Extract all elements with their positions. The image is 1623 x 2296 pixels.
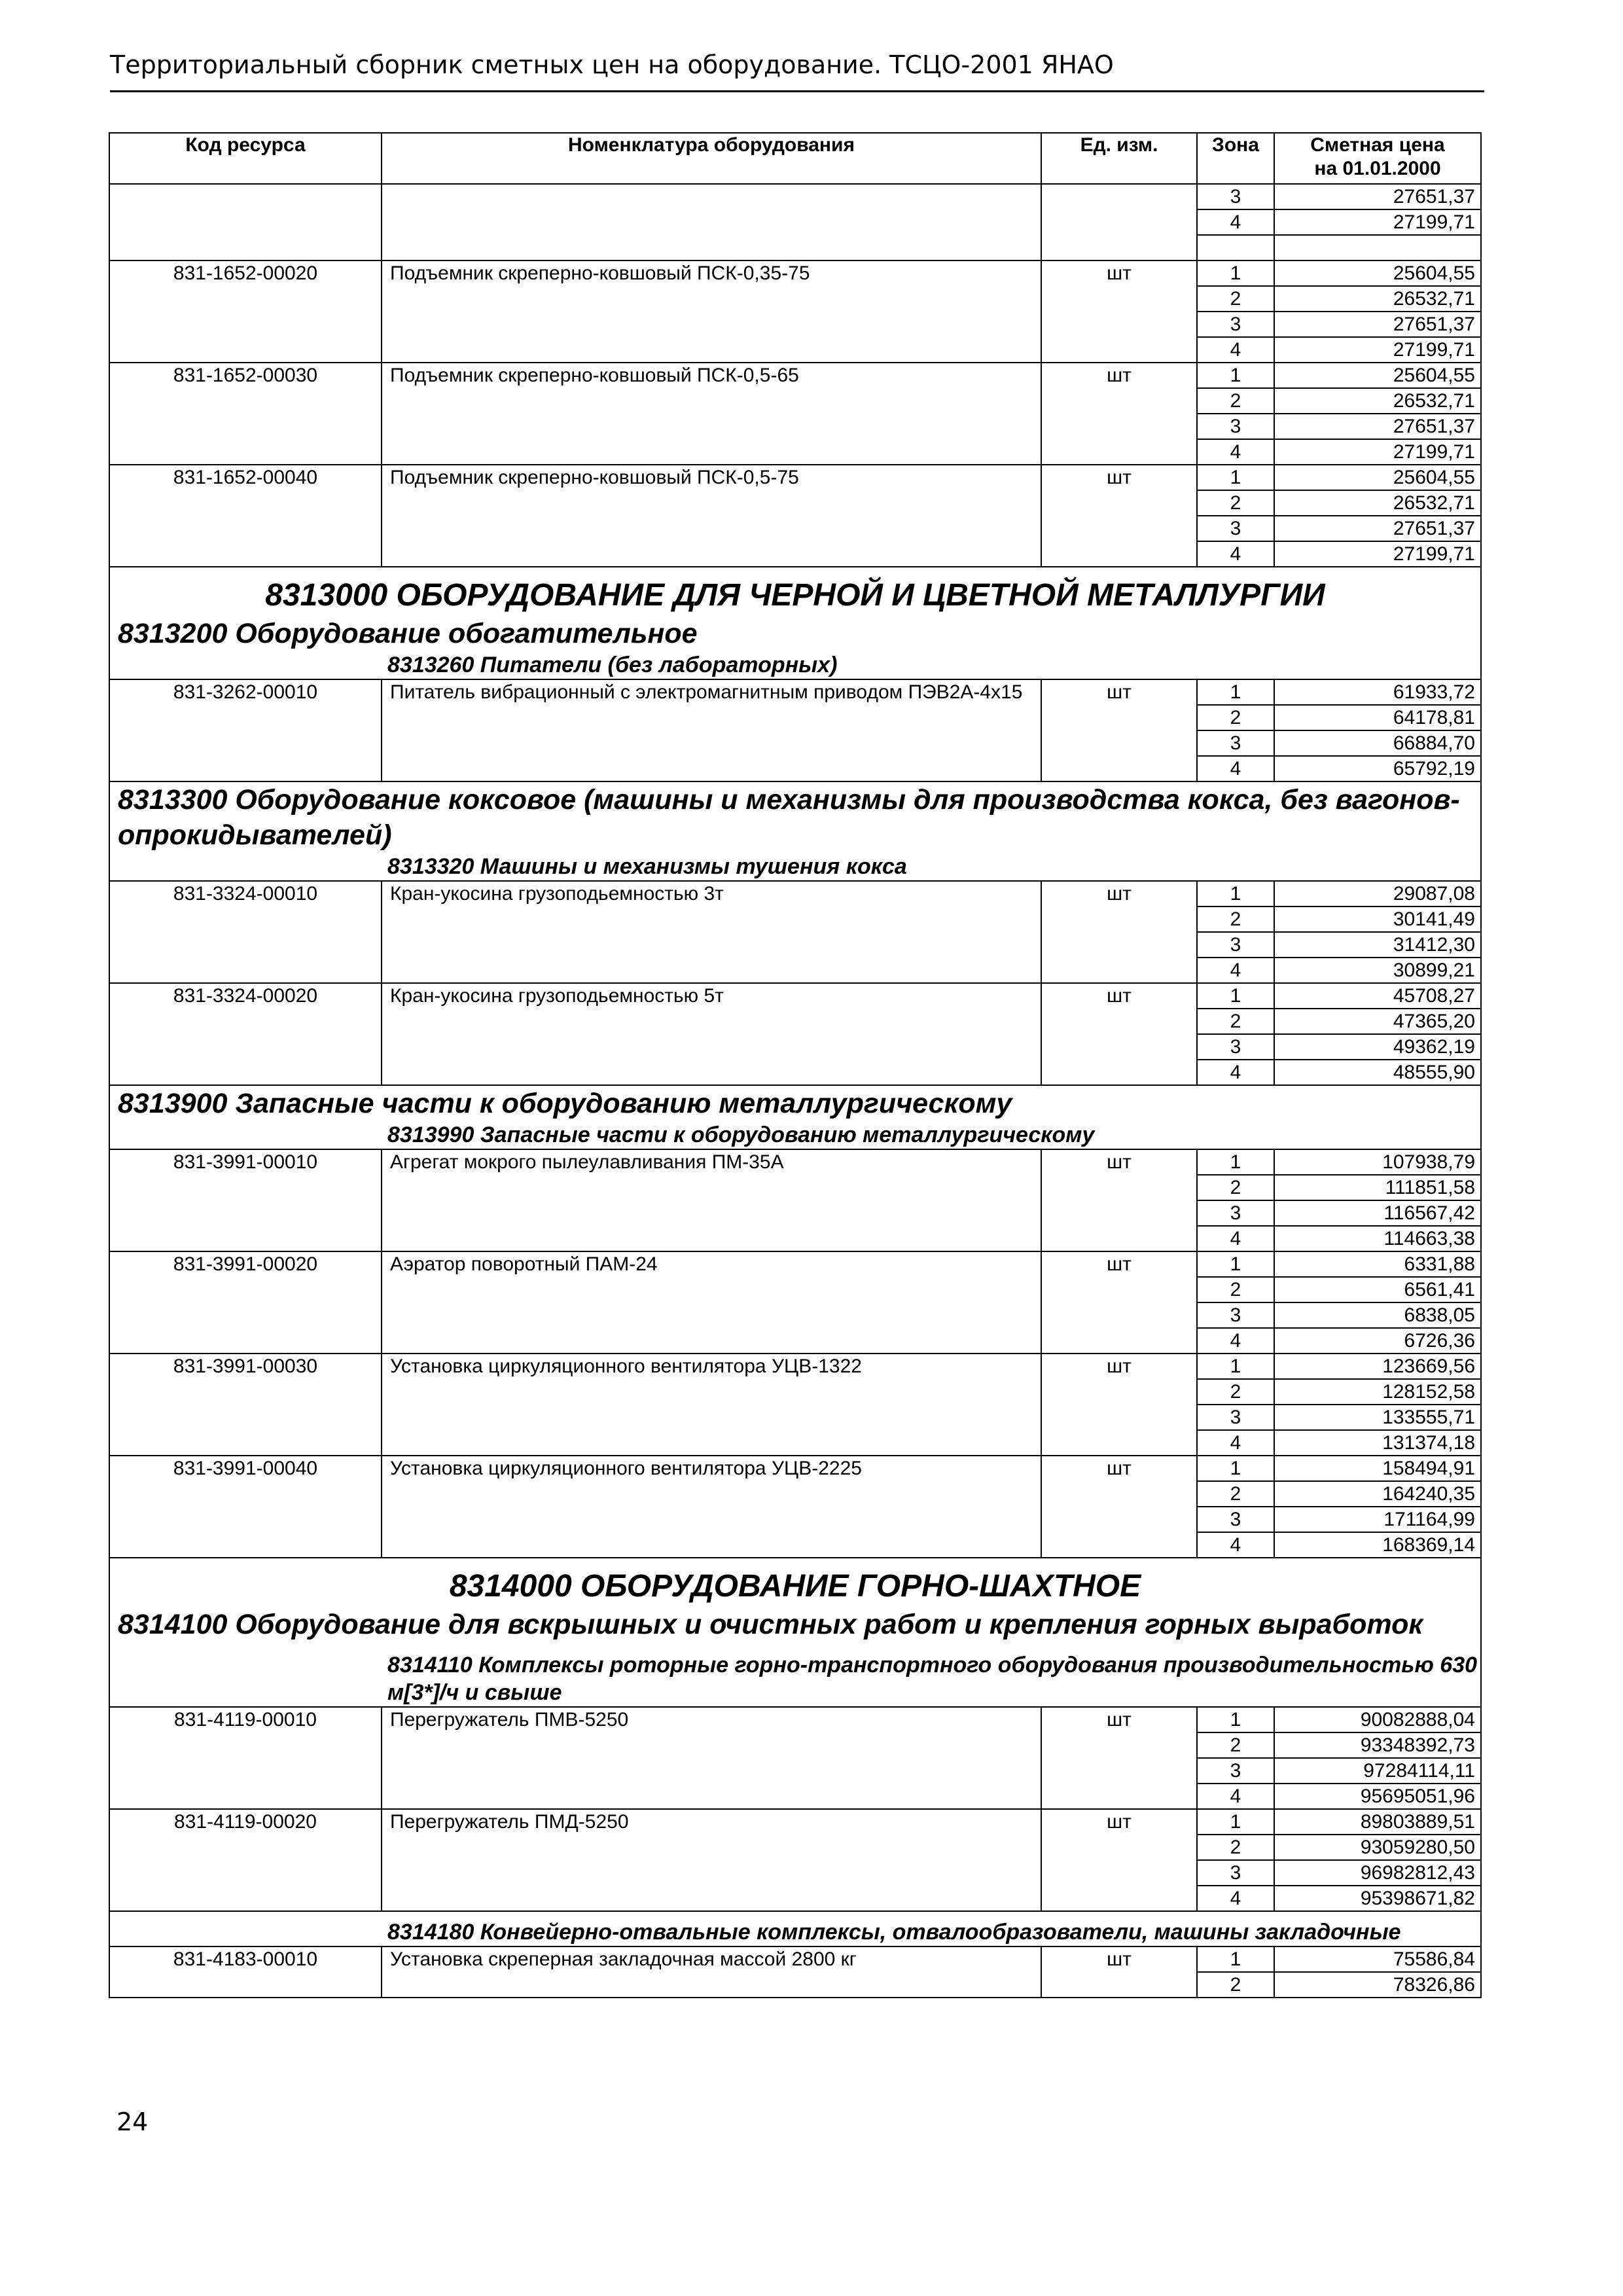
price-cell [1274, 1707, 1481, 1809]
zone-value: 4 [1230, 441, 1241, 463]
document-header: Территориальный сборник сметных цен на оборудование. ТСЦО-2001 ЯНАО [110, 50, 1114, 79]
zone-value: 3 [1198, 312, 1274, 338]
zone-value: 3 [1198, 1035, 1274, 1060]
price-value: 6331,88 [1275, 1252, 1480, 1278]
zone-value: 3 [1198, 1507, 1274, 1533]
zone-cell [1197, 1946, 1274, 1998]
price-value: 61933,72 [1275, 680, 1480, 706]
header-rule [110, 90, 1484, 92]
section-heading-row [109, 1085, 1481, 1149]
unit-cell: шт [1041, 465, 1197, 567]
zone-value: 4 [1230, 339, 1241, 361]
price-value: 49362,19 [1275, 1035, 1480, 1060]
table-row [109, 881, 1481, 983]
zone-value: 1 [1198, 1456, 1274, 1482]
section-heading-8314000: 8314000 ОБОРУДОВАНИЕ ГОРНО-ШАХТНОЕ [449, 1569, 1141, 1604]
zone-value: 2 [1198, 1835, 1274, 1861]
zone-value: 3 [1198, 1759, 1274, 1784]
code-cell: 831-3991-00010 [109, 1149, 382, 1251]
price-value: 27199,71 [1393, 339, 1475, 361]
price-value: 90082888,04 [1275, 1708, 1480, 1733]
col-header-name: Номенклатура оборудования [382, 133, 1041, 184]
name-cell: Подъемник скреперно-ковшовый ПСК-0,5-75 [382, 465, 1041, 567]
price-value: 25604,55 [1275, 261, 1480, 287]
price-cell [1274, 260, 1481, 363]
unit-cell: шт [1041, 983, 1197, 1085]
price-value: 93348392,73 [1275, 1733, 1480, 1759]
price-value: 27199,71 [1393, 441, 1475, 463]
name-cell: Аэратор поворотный ПАМ-24 [382, 1251, 1041, 1354]
unit-cell: шт [1041, 1809, 1197, 1911]
code-cell: 831-3991-00020 [109, 1251, 382, 1354]
price-value: 48555,90 [1393, 1062, 1475, 1083]
name-cell: Установка циркуляционного вентилятора УЦВ-1322 [382, 1354, 1041, 1456]
price-table [109, 132, 1482, 1998]
unit-cell: шт [1041, 1946, 1197, 1998]
price-cell [1274, 881, 1481, 983]
zone-value: 1 [1198, 1947, 1274, 1973]
zone-value: 1 [1198, 1150, 1274, 1175]
zone-value: 2 [1198, 907, 1274, 933]
section-heading-8313900: 8313900 Запасные части к оборудованию металлургическому [118, 1088, 1012, 1119]
price-cell [1274, 679, 1481, 781]
zone-value: 3 [1198, 1201, 1274, 1227]
price-value: 95695051,96 [1360, 1785, 1475, 1807]
price-value: 89803889,51 [1275, 1810, 1480, 1835]
price-value: 27199,71 [1275, 210, 1480, 236]
col-header-price [1274, 133, 1481, 184]
table-row [109, 465, 1481, 567]
price-value: 6726,36 [1404, 1330, 1475, 1352]
section-heading-row [109, 1911, 1481, 1946]
price-value: 131374,18 [1382, 1432, 1475, 1454]
price-value: 158494,91 [1275, 1456, 1480, 1482]
name-cell: Агрегат мокрого пылеулавливания ПМ-35А [382, 1149, 1041, 1251]
name-cell: Подъемник скреперно-ковшовый ПСК-0,35-75 [382, 260, 1041, 363]
price-cell [1274, 184, 1481, 260]
table-row [109, 260, 1481, 363]
price-value: 75586,84 [1275, 1947, 1480, 1973]
section-heading-8314180: 8314180 Конвейерно-отвальные комплексы, отвалообразователи, машины закладочные [387, 1920, 1401, 1945]
unit-cell: шт [1041, 260, 1197, 363]
section-heading-8313200: 8313200 Оборудование обогатительное [118, 618, 698, 649]
zone-cell [1197, 983, 1274, 1085]
price-value: 107938,79 [1275, 1150, 1480, 1175]
price-value: 78326,86 [1393, 1974, 1475, 1996]
zone-value: 2 [1198, 389, 1274, 414]
table-row [109, 983, 1481, 1085]
unit-cell: шт [1041, 363, 1197, 465]
section-heading-row [109, 1558, 1481, 1707]
zone-value: 2 [1198, 1009, 1274, 1035]
price-cell [1274, 363, 1481, 465]
zone-value: 2 [1198, 1482, 1274, 1507]
price-value: 27199,71 [1393, 543, 1475, 565]
price-value: 26532,71 [1275, 389, 1480, 414]
name-cell: Подъемник скреперно-ковшовый ПСК-0,5-65 [382, 363, 1041, 465]
section-heading-row [109, 781, 1481, 881]
price-value: 96982812,43 [1275, 1861, 1480, 1886]
col-header-unit: Ед. изм. [1041, 133, 1197, 184]
table-row [109, 679, 1481, 781]
zone-value: 4 [1230, 1432, 1241, 1454]
table-row [109, 1251, 1481, 1354]
zone-cell [1197, 363, 1274, 465]
zone-value: 2 [1198, 1380, 1274, 1405]
zone-value: 4 [1230, 543, 1241, 565]
col-header-code: Код ресурса [109, 133, 382, 184]
zone-cell [1197, 465, 1274, 567]
zone-cell [1197, 1809, 1274, 1911]
section-heading-8313260: 8313260 Питатели (без лабораторных) [387, 653, 838, 677]
section-heading-row [109, 567, 1481, 679]
price-cell [1274, 1354, 1481, 1456]
unit-cell: шт [1041, 1251, 1197, 1354]
table-row [109, 1707, 1481, 1809]
price-value: 26532,71 [1275, 491, 1480, 516]
price-value: 171164,99 [1275, 1507, 1480, 1533]
price-value: 29087,08 [1275, 882, 1480, 907]
code-cell: 831-3991-00040 [109, 1456, 382, 1558]
zone-value: 1 [1198, 680, 1274, 706]
zone-value: 3 [1198, 1303, 1274, 1329]
zone-value: 4 [1230, 1228, 1241, 1249]
price-value: 26532,71 [1275, 287, 1480, 312]
zone-value: 3 [1198, 414, 1274, 440]
price-value: 6838,05 [1275, 1303, 1480, 1329]
zone-value: 4 [1230, 758, 1241, 780]
price-value: 93059280,50 [1275, 1835, 1480, 1861]
code-cell: 831-1652-00020 [109, 260, 382, 363]
zone-value: 2 [1198, 1278, 1274, 1303]
section-heading-cell [109, 1085, 1481, 1149]
price-value: 168369,14 [1382, 1534, 1475, 1556]
price-value: 164240,35 [1275, 1482, 1480, 1507]
section-heading-8313300: 8313300 Оборудование коксовое (машины и механизмы для производства кокса, без вагонов-опрокидывателей) [118, 784, 1460, 851]
section-heading-cell [109, 567, 1481, 679]
price-cell [1274, 1809, 1481, 1911]
zone-value: 2 [1198, 1733, 1274, 1759]
price-value: 66884,70 [1275, 731, 1480, 757]
price-cell [1274, 1946, 1481, 1998]
unit-cell: шт [1041, 1149, 1197, 1251]
price-value: 25604,55 [1275, 363, 1480, 389]
zone-value: 4 [1230, 1534, 1241, 1556]
section-heading-cell [109, 1911, 1481, 1946]
code-cell [109, 184, 382, 260]
zone-value: 2 [1198, 491, 1274, 516]
table-header-row [109, 133, 1481, 184]
code-cell: 831-4119-00010 [109, 1707, 382, 1809]
name-cell: Кран-укосина грузоподьемностью 5т [382, 983, 1041, 1085]
zone-cell [1197, 260, 1274, 363]
price-value: 27651,37 [1275, 414, 1480, 440]
name-cell: Питатель вибрационный с электромагнитным приводом ПЭВ2А-4х15 [382, 679, 1041, 781]
price-cell [1274, 1456, 1481, 1558]
table-row [109, 1354, 1481, 1456]
price-value: 111851,58 [1275, 1175, 1480, 1201]
zone-value: 4 [1230, 1062, 1241, 1083]
zone-cell [1197, 184, 1274, 260]
zone-value: 3 [1198, 185, 1274, 210]
table-row [109, 1946, 1481, 1998]
col-header-zone: Зона [1197, 133, 1274, 184]
zone-value: 1 [1198, 1354, 1274, 1380]
zone-cell [1197, 1354, 1274, 1456]
unit-cell: шт [1041, 881, 1197, 983]
zone-value: 3 [1198, 1861, 1274, 1886]
name-cell: Перегружатель ПМД-5250 [382, 1809, 1041, 1911]
zone-value: 2 [1198, 287, 1274, 312]
price-empty [1275, 236, 1480, 260]
zone-value: 4 [1230, 960, 1241, 981]
price-cell [1274, 1251, 1481, 1354]
price-value: 116567,42 [1275, 1201, 1480, 1227]
name-cell: Кран-укосина грузоподьемностью 3т [382, 881, 1041, 983]
zone-value: 4 [1230, 1888, 1241, 1909]
name-cell: Установка циркуляционного вентилятора УЦВ-2225 [382, 1456, 1041, 1558]
unit-cell [1041, 184, 1197, 260]
section-heading-8314110: 8314110 Комплексы роторные горно-транспортного оборудования производительностью 630 м[3*]/ч и свыше [387, 1653, 1478, 1705]
zone-value: 1 [1198, 1252, 1274, 1278]
code-cell: 831-4183-00010 [109, 1946, 382, 1998]
name-cell: Перегружатель ПМВ-5250 [382, 1707, 1041, 1809]
col-header-price-line2: на 01.01.2000 [1314, 158, 1441, 179]
zone-value: 1 [1198, 1708, 1274, 1733]
zone-empty [1198, 236, 1274, 260]
price-value: 64178,81 [1275, 706, 1480, 731]
price-value: 128152,58 [1275, 1380, 1480, 1405]
name-cell: Установка скреперная закладочная массой 2800 кг [382, 1946, 1041, 1998]
section-heading-8313000: 8313000 ОБОРУДОВАНИЕ ДЛЯ ЧЕРНОЙ И ЦВЕТНОЙ МЕТАЛЛУРГИИ [265, 578, 1325, 613]
table-row [109, 1456, 1481, 1558]
zone-value: 3 [1198, 1405, 1274, 1431]
unit-cell: шт [1041, 1354, 1197, 1456]
code-cell: 831-3324-00020 [109, 983, 382, 1085]
name-cell [382, 184, 1041, 260]
price-value: 97284114,11 [1275, 1759, 1480, 1784]
price-value: 25604,55 [1275, 465, 1480, 491]
section-heading-cell [109, 781, 1481, 881]
zone-value: 2 [1198, 706, 1274, 731]
price-value: 6561,41 [1275, 1278, 1480, 1303]
zone-value: 2 [1198, 1175, 1274, 1201]
zone-value: 3 [1198, 731, 1274, 757]
price-value: 47365,20 [1275, 1009, 1480, 1035]
price-value: 123669,56 [1275, 1354, 1480, 1380]
code-cell: 831-1652-00030 [109, 363, 382, 465]
price-value: 95398671,82 [1360, 1888, 1475, 1909]
price-value: 27651,37 [1275, 516, 1480, 542]
col-header-price-line1: Сметная цена [1310, 134, 1445, 156]
price-cell [1274, 983, 1481, 1085]
code-cell: 831-1652-00040 [109, 465, 382, 567]
zone-cell [1197, 1456, 1274, 1558]
price-value: 30899,21 [1393, 960, 1475, 981]
page-number: 24 [116, 2108, 149, 2136]
table-row [109, 363, 1481, 465]
zone-value: 1 [1198, 1810, 1274, 1835]
unit-cell: шт [1041, 1456, 1197, 1558]
price-value: 65792,19 [1393, 758, 1475, 780]
zone-cell [1197, 1251, 1274, 1354]
code-cell: 831-4119-00020 [109, 1809, 382, 1911]
zone-cell [1197, 1707, 1274, 1809]
section-heading-8314100: 8314100 Оборудование для вскрышных и очистных работ и крепления горных выработок [118, 1609, 1423, 1640]
section-heading-cell [109, 1558, 1481, 1707]
zone-value: 4 [1230, 1785, 1241, 1807]
zone-value: 1 [1198, 882, 1274, 907]
unit-cell: шт [1041, 679, 1197, 781]
zone-value: 1 [1198, 984, 1274, 1009]
zone-cell [1197, 1149, 1274, 1251]
price-value: 31412,30 [1275, 933, 1480, 958]
zone-value: 2 [1230, 1974, 1241, 1996]
price-value: 45708,27 [1275, 984, 1480, 1009]
section-heading-8313320: 8313320 Машины и механизмы тушения кокса [387, 854, 907, 879]
table-row [109, 1149, 1481, 1251]
zone-value: 4 [1198, 210, 1274, 236]
table-row-continuation [109, 184, 1481, 260]
code-cell: 831-3991-00030 [109, 1354, 382, 1456]
price-value: 27651,37 [1275, 312, 1480, 338]
price-cell [1274, 465, 1481, 567]
price-value: 30141,49 [1275, 907, 1480, 933]
zone-cell [1197, 881, 1274, 983]
code-cell: 831-3324-00010 [109, 881, 382, 983]
zone-value: 3 [1198, 516, 1274, 542]
zone-value: 1 [1198, 363, 1274, 389]
price-value: 114663,38 [1383, 1228, 1475, 1249]
zone-value: 3 [1198, 933, 1274, 958]
zone-value: 1 [1198, 465, 1274, 491]
price-cell [1274, 1149, 1481, 1251]
table-row [109, 1809, 1481, 1911]
section-heading-8313990: 8313990 Запасные части к оборудованию металлургическому [387, 1122, 1095, 1147]
unit-cell: шт [1041, 1707, 1197, 1809]
zone-value: 1 [1198, 261, 1274, 287]
code-cell: 831-3262-00010 [109, 679, 382, 781]
price-value: 133555,71 [1275, 1405, 1480, 1431]
price-value: 27651,37 [1275, 185, 1480, 210]
zone-cell [1197, 679, 1274, 781]
zone-value: 4 [1230, 1330, 1241, 1352]
